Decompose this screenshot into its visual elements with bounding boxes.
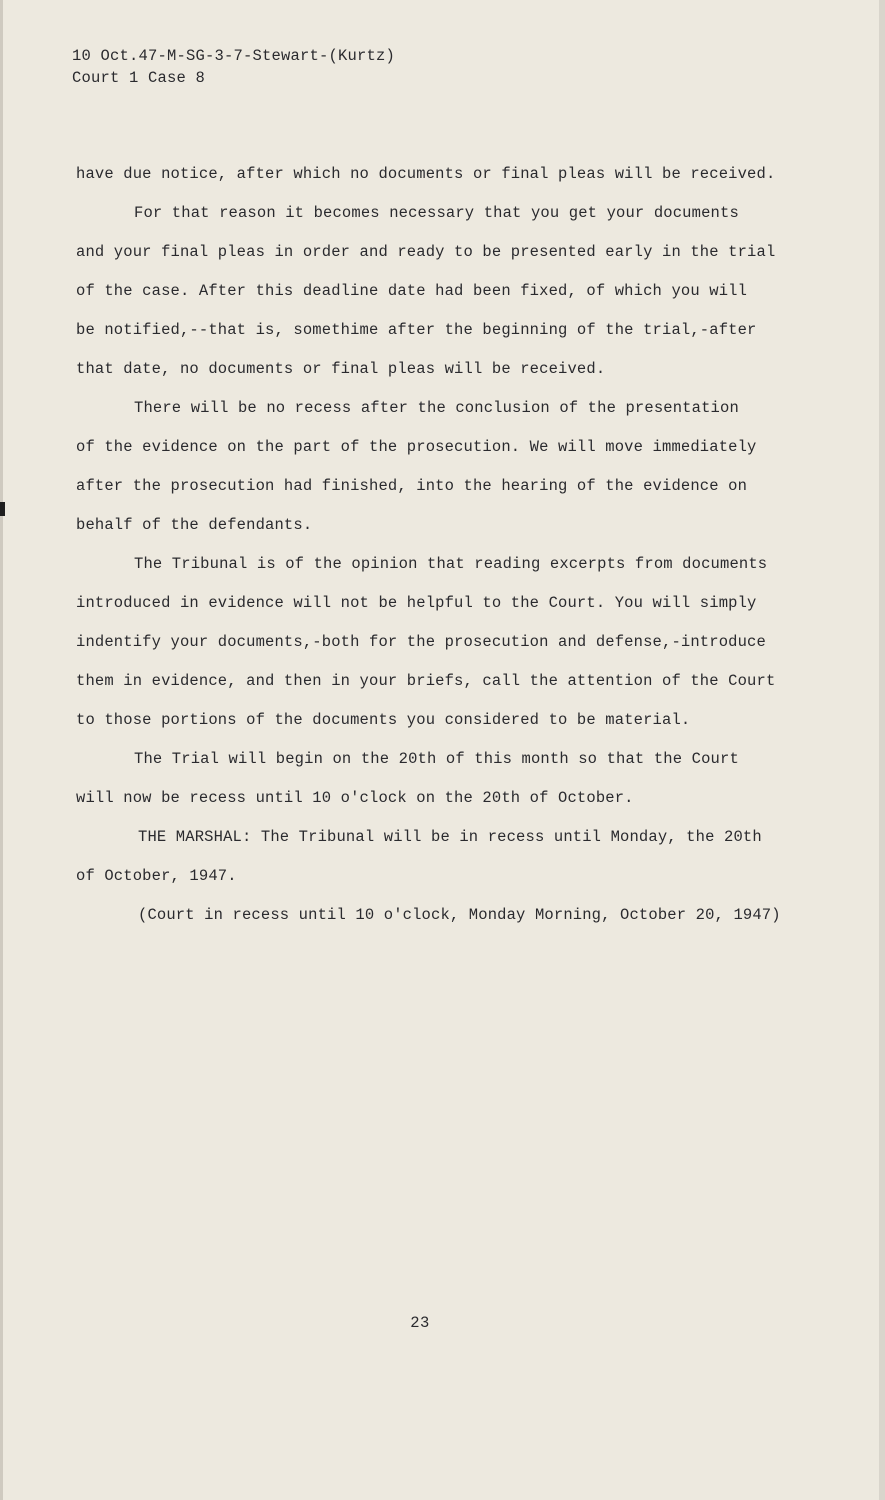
transcript-line: of October, 1947.: [76, 867, 237, 885]
header-reference: 10 Oct.47-M-SG-3-7-Stewart-(Kurtz): [72, 47, 396, 65]
header-court-case: Court 1 Case 8: [72, 69, 206, 87]
transcript-line: will now be recess until 10 o'clock on the 20th of October.: [76, 789, 634, 807]
transcript-line: be notified,--that is, somethime after the beginning of the trial,-after: [76, 321, 757, 339]
transcript-line: behalf of the defendants.: [76, 516, 313, 534]
transcript-line: introduced in evidence will not be helpful to the Court. You will simply: [76, 594, 757, 612]
transcript-line: The Trial will begin on the 20th of this month so that the Court: [134, 750, 739, 768]
transcript-line: them in evidence, and then in your briefs, call the attention of the Court: [76, 672, 776, 690]
transcript-line: of the case. After this deadline date had been fixed, of which you will: [76, 282, 748, 300]
transcript-line: There will be no recess after the conclusion of the presentation: [134, 399, 739, 417]
transcript-line: THE MARSHAL: The Tribunal will be in recess until Monday, the 20th: [138, 828, 762, 846]
transcript-body: [76, 160, 796, 940]
transcript-line: For that reason it becomes necessary that you get your documents: [134, 204, 739, 222]
transcript-line: of the evidence on the part of the prosecution. We will move immediately: [76, 438, 757, 456]
transcript-line: The Tribunal is of the opinion that reading excerpts from documents: [134, 555, 768, 573]
transcript-line: have due notice, after which no documents or final pleas will be received.: [76, 165, 776, 183]
page-number: 23: [410, 1314, 430, 1332]
transcript-line: to those portions of the documents you considered to be material.: [76, 711, 691, 729]
transcript-line: and your final pleas in order and ready to be presented early in the trial: [76, 243, 776, 261]
margin-mark: [0, 502, 5, 516]
transcript-line: that date, no documents or final pleas will be received.: [76, 360, 606, 378]
transcript-line: indentify your documents,-both for the prosecution and defense,-introduce: [76, 633, 766, 651]
transcript-line: after the prosecution had finished, into the hearing of the evidence on: [76, 477, 748, 495]
document-header: [72, 45, 395, 89]
transcript-line: (Court in recess until 10 o'clock, Monday Morning, October 20, 1947): [138, 906, 781, 924]
